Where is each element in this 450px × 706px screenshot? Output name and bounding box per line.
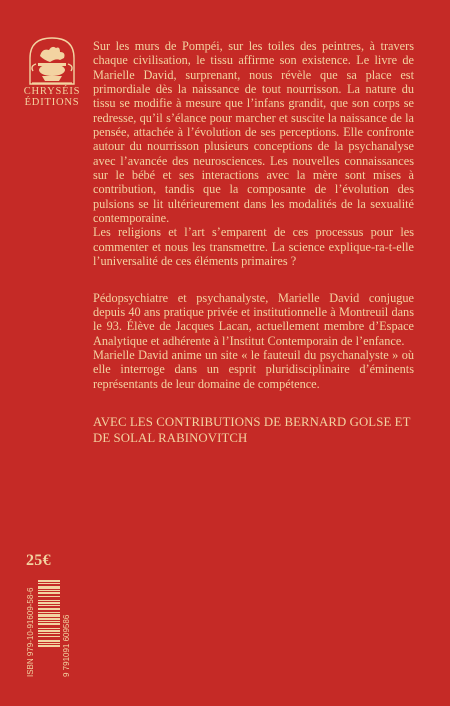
blurb-paragraph-2: Les religions et l’art s’emparent de ces processus pour les commenter et nous les transmettre. La science explique-ra-t-elle l’universalité de ces éléments primaires ? — [93, 225, 414, 269]
barcode-number: 9 791091 609586 — [62, 614, 71, 677]
price-label: 25€ — [26, 552, 51, 569]
barcode-digits — [62, 582, 72, 677]
author-bio-paragraph-2: Marielle David anime un site « le fauteuil du psychanalyste » où elle interroge dans un esprit pluridisciplinaire d’éminents représentants de leur domaine de compétence. — [93, 347, 414, 391]
grecian-urn-figure-icon — [24, 36, 80, 86]
blurb-paragraph-1: Sur les murs de Pompéi, sur les toiles des peintres, à travers chaque civilisation, le tissu affirme son existence. Le livre de Marielle David, surprenant, nous révèle que sa place est primordiale dès la naissance de tout nourrisson. La nature du tissu se modifie à mesure que l’infans grandit, que son corps se redresse, qu’il s’élance pour marcher et suscite la naissance de la pensée, attachée à l’évolution de ses perceptions. Elle confronte autour du nourrisson plusieurs conceptions de la psychanalyse avec l’avancée des neurosciences. Les nouvelles connaissances sur le bébé et ses interactions avec la mère sont mises à contribution, tandis que la composante de l’évolution des pulsions se lit ultérieurement dans les modalités de la sexualité contemporaine. — [93, 39, 414, 226]
isbn-text: ISBN 979-10-91609-58-6 — [26, 587, 35, 677]
publisher-name-line1: CHRYSÉIS — [23, 86, 81, 97]
back-cover-text — [93, 39, 414, 391]
contributions-note: AVEC LES CONTRIBUTIONS DE BERNARD GOLSE ET DE SOLAL RABINOVITCH — [93, 415, 411, 445]
barcode-icon — [38, 580, 60, 680]
publisher-logo — [23, 36, 81, 108]
publisher-name-line2: ÉDITIONS — [24, 97, 80, 108]
isbn-label — [26, 582, 36, 677]
author-bio-paragraph-1: Pédopsychiatre et psychanalyste, Marielle David conjugue depuis 40 ans pratique privée et institutionnelle à Montreuil dans le 93. Élève de Jacques Lacan, actuellement membre d’Espace Analytique et adhérente à l’Institut Contemporain de l’enfance. — [93, 290, 414, 348]
